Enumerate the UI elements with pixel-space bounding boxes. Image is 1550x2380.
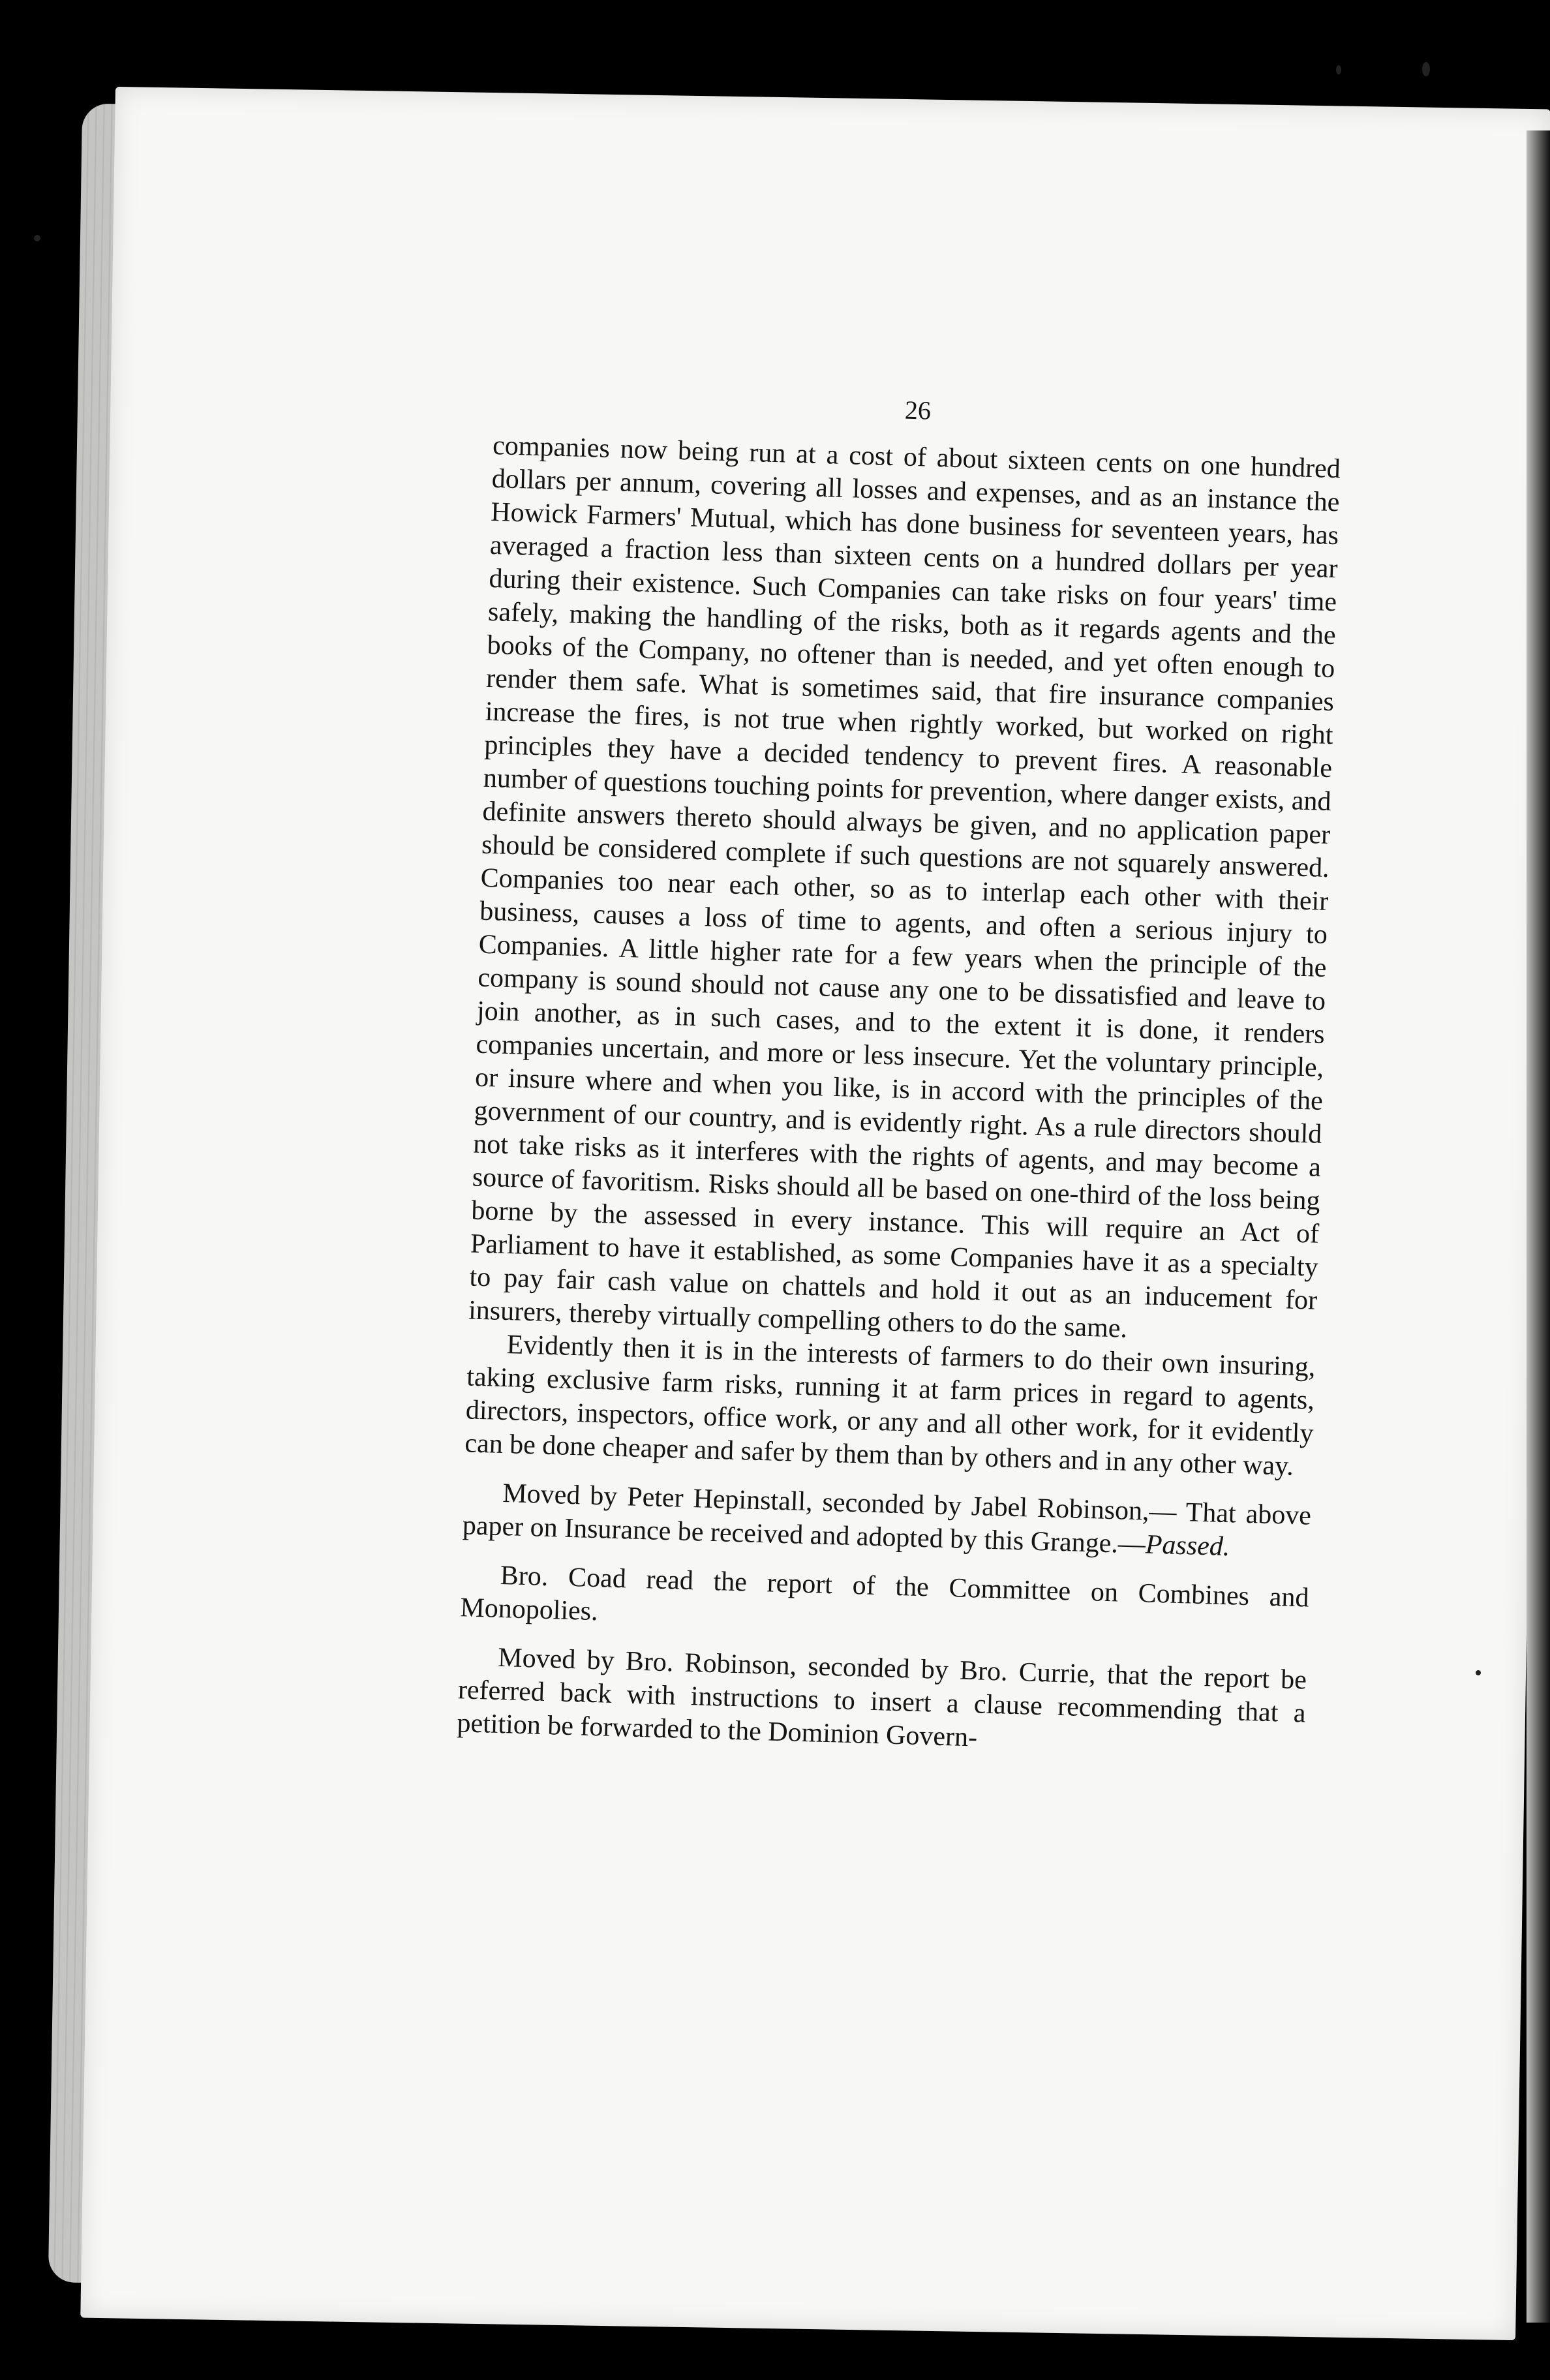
- motion-text: Moved by Peter Hepinstall, seconded by Jabel Robinson,— That above paper on Insurance be received and adopted by this Grange.—: [462, 1478, 1312, 1560]
- report-paragraph: Bro. Coad read the report of the Committee on Combines and Monopolies.: [459, 1560, 1310, 1627]
- page-text: [457, 382, 1343, 1763]
- page-number: 26: [904, 395, 932, 425]
- dust-speck: [1336, 65, 1341, 74]
- dust-speck: [1422, 62, 1430, 76]
- body-paragraph: Evidently then it is in the interests of farmers to do their own insuring, taking exclusive farm risks, running it at farm prices in regard to agents, directors, inspectors, office work, or any and all other work, for it evidently can be done cheaper and safer by them than by others and in any other way.: [464, 1330, 1316, 1482]
- dust-speck: [34, 235, 40, 241]
- dust-speck: [1476, 1670, 1481, 1675]
- motion-paragraph: Moved by Bro. Robinson, seconded by Bro. Currie, that the report be referred back with instructions to insert a clause recommending that a petition be forwarded to the Dominion Govern-: [456, 1642, 1307, 1753]
- motion-paragraph: [462, 1476, 1311, 1566]
- body-paragraph: companies now being run at a cost of about sixteen cents on one hundred dollars per annum, covering all losses and expenses, and as an instance the Howick Farmers' Mutual, which has done business for seventeen years, has averaged a fraction less than sixteen cents on a hundred dollars per year during their existence. Such Companies can take risks on four years' time safely, making the handling of the risks, both as it regards agents and the books of the Company, no oftener than is needed, and yet often enough to render them safe. What is sometimes said, that fire insurance companies increase the fires, is not true when rightly worked, but worked on right principles they have a decided tendency to prevent fires. A reasonable number of questions touching points for prevention, where danger exists, and definite answers thereto should always be given, and no application paper should be considered complete if such questions are not squarely answered. Companies too near each other, so as to interlap each other with their business, causes a loss of time to agents, and often a serious injury to Companies. A little higher rate for a few years when the principle of the company is sound should not cause any one to be dissatisfied and leave to join another, as in such cases, and to the extent it is done, it renders companies uncertain, and more or less insecure. Yet the voluntary principle, or insure where and when you like, is in accord with the principles of the government of our country, and is evidently right. As a rule directors should not take risks as it interferes with the rights of agents, and may become a source of favoritism. Risks should all be based on one-third of the loss being borne by the assessed in every instance. This will require an Act of Parliament to have it established, as some Companies have it as a specialty to pay fair cash value on chattels and hold it out as an inducement for insurers, thereby virtually compelling others to do the same.: [468, 430, 1341, 1344]
- motion-result: Passed.: [1145, 1529, 1230, 1563]
- binding-gutter: [1527, 130, 1550, 2323]
